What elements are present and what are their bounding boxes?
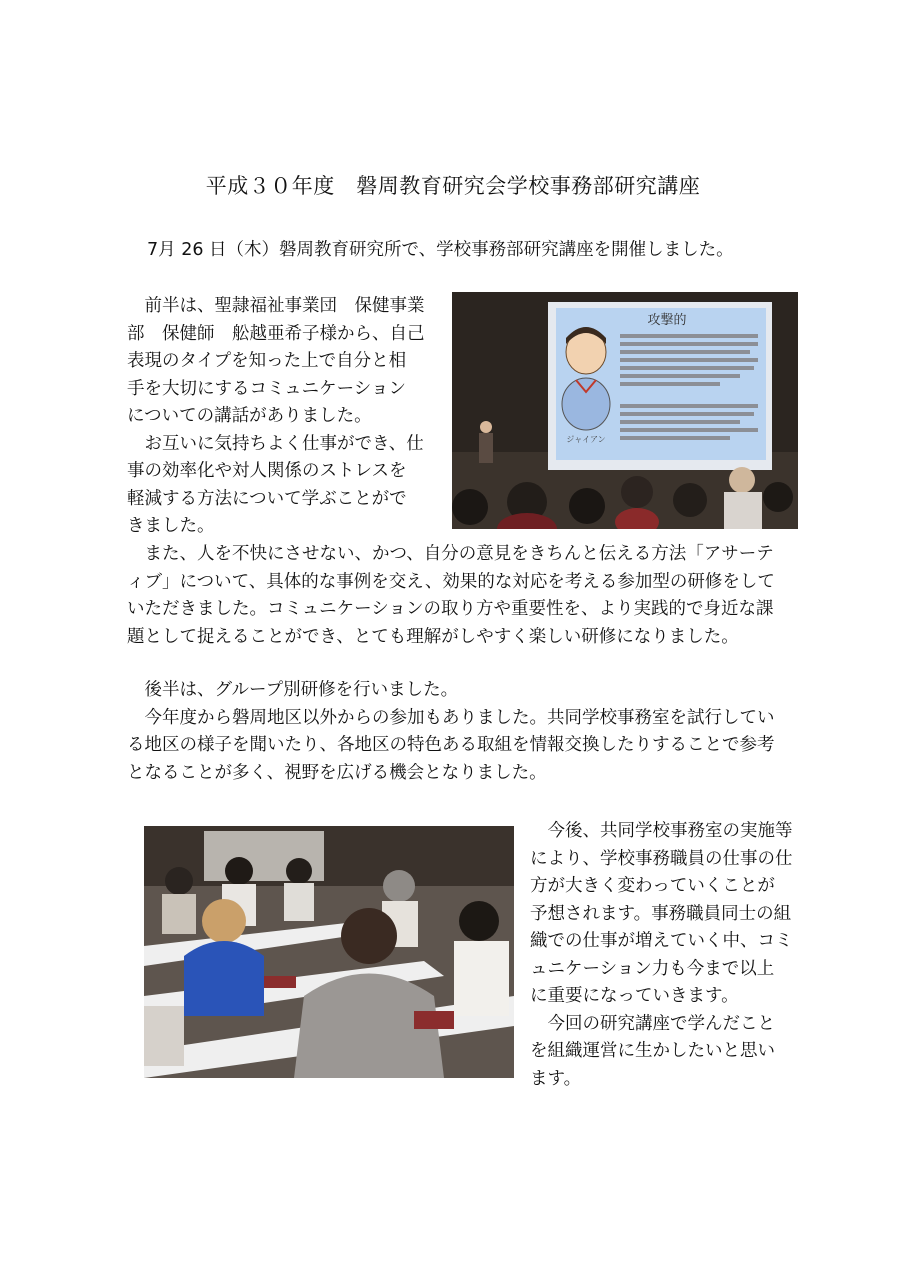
slide-character-label: ジャイアン	[566, 435, 606, 444]
text-line: 予想されます。事務職員同士の組	[530, 903, 792, 924]
text-line: 手を大切にするコミュニケーション	[127, 378, 406, 399]
lecture-photo	[452, 292, 798, 529]
participants-photo	[144, 826, 514, 1078]
paragraph-group-training	[127, 677, 787, 787]
paragraph-lecture	[127, 293, 447, 541]
text-line: ュニケーション力も今まで以上	[530, 958, 775, 979]
text-line: 表現のタイプを知った上で自分と相	[127, 351, 407, 371]
text-line: 題として捉えることができ、とても理解がしやすく楽しい研修になりました。	[127, 626, 739, 647]
text-line: る地区の様子を聞いたり、各地区の特色ある取組を情報交換したりすることで参考	[127, 735, 775, 755]
text-line: 前半は、聖隷福祉事業団 保健事業	[144, 296, 425, 316]
text-line: ます。	[530, 1068, 582, 1089]
text-line: 軽減する方法について学ぶことがで	[127, 488, 407, 509]
text-line: いただきました。コミュニケーションの取り方や重要性を、より実践的で身近な課	[127, 599, 774, 619]
text-line: についての講話がありました。	[127, 406, 372, 426]
text-line: お互いに気持ちよく仕事ができ、仕	[144, 433, 424, 454]
lead-paragraph: 7月 26 日（木）磐周教育研究所で、学校事務部研究講座を開催しました。	[147, 240, 734, 260]
text-line: 今年度から磐周地区以外からの参加もありました。共同学校事務室を試行してい	[144, 707, 775, 728]
text-line: 今回の研究講座で学んだこと	[547, 1013, 775, 1034]
text-line: 織での仕事が増えていく中、コミ	[530, 931, 793, 951]
text-line: となることが多く、視野を広げる機会となりました。	[127, 762, 547, 783]
text-line: 後半は、グループ別研修を行いました。	[144, 680, 459, 700]
paragraph-conclusion	[530, 818, 800, 1093]
text-line: 方が大きく変わっていくことが	[530, 876, 775, 896]
page-title: 平成３０年度 磐周教育研究会学校事務部研究講座	[205, 174, 701, 198]
paragraph-assertive	[127, 541, 787, 651]
slide-heading: 攻撃的	[647, 313, 687, 328]
text-line: 部 保健師 舩越亜希子様から、自己	[127, 323, 425, 344]
text-line: また、人を不快にさせない、かつ、自分の意見をきちんと伝える方法「アサーテ	[144, 544, 774, 564]
text-line: を組織運営に生かしたいと思い	[530, 1041, 775, 1061]
text-line: きました。	[127, 516, 215, 536]
speaker-figure	[479, 421, 493, 463]
text-line: により、学校事務職員の仕事の仕	[530, 848, 793, 869]
text-line: 事の効率化や対人関係のストレスを	[127, 461, 407, 481]
text-line: 今後、共同学校事務室の実施等	[547, 821, 793, 841]
text-line: ィブ」について、具体的な事例を交え、効果的な対応を考える参加型の研修をして	[127, 571, 775, 592]
text-line: に重要になっていきます。	[530, 986, 739, 1006]
